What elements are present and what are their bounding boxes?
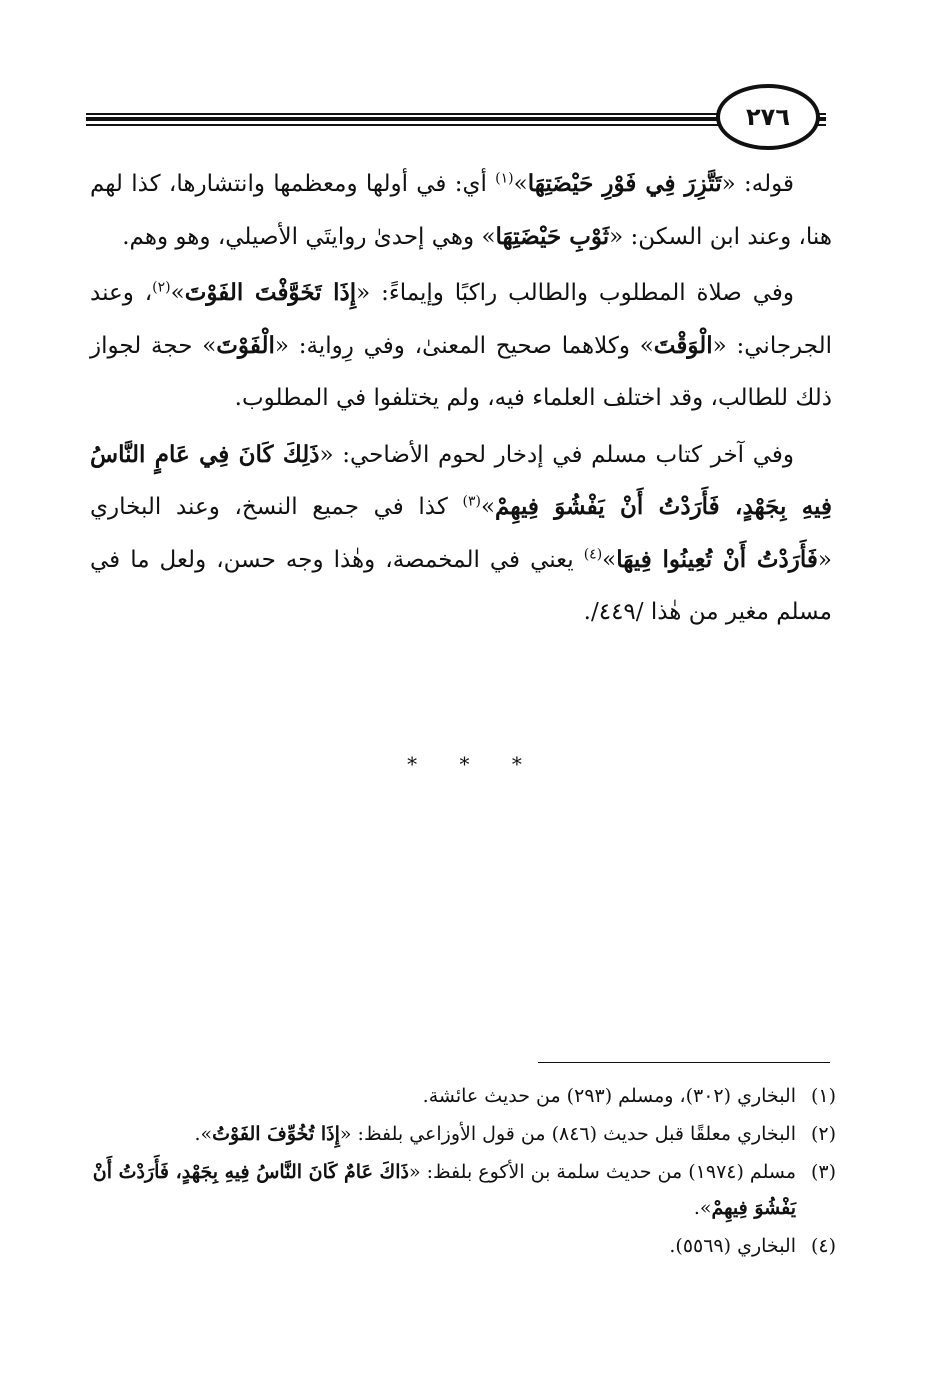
footnote <box>90 1116 836 1152</box>
header-rule-middle <box>86 117 826 121</box>
paragraph <box>90 429 832 639</box>
text-run: ». <box>194 1123 213 1145</box>
text-run: مسلم (١٩٧٤) من حديث سلمة بن الأكوع بلفظ: « <box>408 1161 796 1183</box>
quoted-hadith-text: الْفَوْتَ <box>216 331 275 359</box>
footnote-text <box>90 1078 796 1114</box>
paragraph <box>90 158 832 263</box>
footnote-marker: (٢) <box>152 279 171 296</box>
text-run: ». <box>693 1197 712 1219</box>
footnote-rule <box>538 1062 830 1063</box>
paragraph <box>90 267 832 425</box>
footnote-number: (٣) <box>810 1161 836 1183</box>
text-run: أي: في أولها ومعظمها وانتشارها، كذا لهم هنا، وعند ابن السكن: « <box>90 171 832 250</box>
footnote-marker: (٤) <box>583 545 603 562</box>
section-separator: * * * <box>407 752 540 776</box>
quoted-hadith-text: ذَاكَ عَامٌ كَانَ النَّاسُ فِيهِ بِجَهْدٍ، فَأَرَدْتُ أَنْ يَفْشُوَ فِيهِمْ <box>92 1161 796 1219</box>
text-run: » <box>602 546 617 573</box>
text-run: » <box>513 171 528 197</box>
quoted-hadith-text: ذَلِكَ كَانَ فِي عَامٍ النَّاسُ فِيهِ بِجَهْدٍ، فَأَرَدْتُ أَنْ يَفْشُوَ فِيهِمْ <box>90 440 832 520</box>
footnote <box>90 1228 836 1264</box>
quoted-hadith-text: الْوَقْتَ <box>653 331 713 359</box>
header-rule-bottom <box>86 124 826 126</box>
footnote-number: (٢) <box>810 1123 836 1145</box>
footnote-text <box>90 1116 796 1152</box>
quoted-hadith-text: تَتَّزِرَ فِي فَوْرِ حَيْضَتِهَا <box>527 170 722 197</box>
text-run: » وكلاهما صحيح المعنىٰ، وفي رِواية: « <box>274 332 654 359</box>
text-run: البخاري معلقًا قبل حديث (٨٤٦) من قول الأوزاعي بلفظ: « <box>339 1123 796 1145</box>
main-text <box>90 158 832 643</box>
footnote-number: (١) <box>810 1085 836 1107</box>
text-run: قوله: « <box>721 171 794 197</box>
text-run: وفي آخر كتاب مسلم في إدخار لحوم الأضاحي: « <box>319 441 794 468</box>
page-number: ٢٧٦ <box>746 103 790 131</box>
text-run: ، وعند الجرجاني: « <box>90 280 832 359</box>
footnotes <box>90 1078 836 1266</box>
header-rule-top <box>86 113 826 115</box>
text-run: » <box>170 280 185 306</box>
footnote <box>90 1078 836 1114</box>
footnote-text <box>90 1154 796 1226</box>
text-run: يعني في المخمصة، وهٰذا وجه حسن، ولعل ما في مسلم مغير من هٰذا /٤٤٩/. <box>90 546 832 625</box>
quoted-hadith-text: ثَوْبِ حَيْضَتِهَا <box>495 222 610 250</box>
text-run: » <box>480 494 496 520</box>
text-run: » وهي إحدىٰ روايتَي الأصيلي، وهو وهم. <box>122 223 496 250</box>
quoted-hadith-text: فَأَرَدْتُ أَنْ تُعِينُوا فِيهَا <box>616 545 818 573</box>
footnote-text <box>90 1228 796 1264</box>
text-run: البخاري (٣٠٢)، ومسلم (٢٩٣) من حديث عائشة. <box>422 1085 796 1107</box>
footnote-number: (٤) <box>810 1235 836 1257</box>
text-run: » حجة لجواز ذلك للطالب، وقد اختلف العلماء فيه، ولم يختلفوا في المطلوب. <box>90 332 832 411</box>
quoted-hadith-text: إِذَا تَخَوَّفْتَ الفَوْتَ <box>184 279 357 306</box>
text-run: كذا في جميع النسخ، وعند البخاري « <box>90 494 832 573</box>
quoted-hadith-text: إِذَا تُخُوِّفَ الفَوْتُ <box>212 1123 340 1145</box>
text-run: البخاري (٥٥٦٩). <box>669 1235 796 1257</box>
text-run: وفي صلاة المطلوب والطالب راكبًا وإيماءً: « <box>356 280 794 306</box>
footnote <box>90 1154 836 1226</box>
footnote-marker: (٣) <box>462 493 481 510</box>
footnote-marker: (١) <box>495 170 514 187</box>
page-number-badge <box>716 84 820 150</box>
